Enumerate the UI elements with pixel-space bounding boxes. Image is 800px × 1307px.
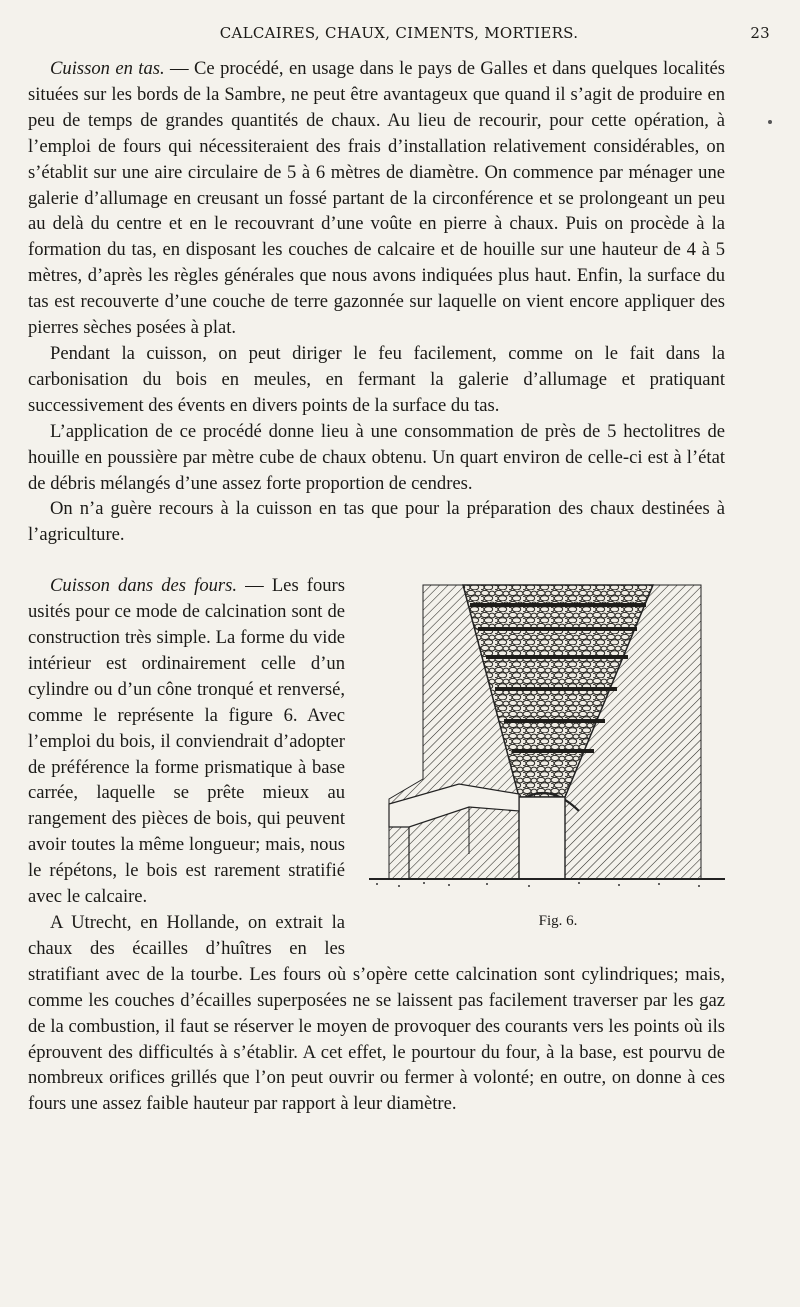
page-number: 23 (750, 24, 770, 42)
margin-dot (768, 120, 772, 124)
body-text (28, 56, 725, 1117)
figure-6 (369, 579, 725, 951)
running-header (28, 24, 770, 46)
paragraph-cuisson-en-tas (28, 56, 725, 341)
paragraph-cuisson-dans-des-fours (28, 573, 725, 930)
paragraph: On n’a guère recours à la cuisson en tas que pour la préparation des chaux destinées à l’agriculture. (28, 498, 725, 546)
paragraph: L’application de ce procédé donne lieu à une consommation de près de 5 hectolitres de houille en poussière par mètre cube de chaux obtenu. Un quart environ de celle-ci est à l’état de débris mélangés d’une assez forte proportion de cendres. (28, 420, 725, 494)
figure-caption: Fig. 6. (538, 913, 578, 930)
section-lead-cuisson-en-tas: Cuisson en tas. (50, 58, 165, 79)
paragraph-text: — Ce procédé, en usage dans le pays de Galles et dans quelques localités situées sur les bords de la Sambre, ne peut être avantageux que quand il s’agit de produire en peu de temps de grandes quantités de chaux. Au lieu de recourir, pour cette opération, à l’emploi de fours qui nécessiteraient des frais d’installation relativement considérables, on s’établit sur une aire circulaire de 5 à 6 mètres de diamètre. On commence par ménager une galerie d’allumage en creusant un fossé partant de la circonférence et se prolongeant un peu au delà du centre et en le recouvrant d’une voûte en pierre à chaux. Puis on procède à la formation du tas, en disposant les couches de calcaire et de houille sur une hauteur de 4 à 5 mètres, d’après les règles générales que nous avons indiquées plus haut. Enfin, la surface du tas est recouverte d’une couche de terre gazonnée sur laquelle on vient encore appliquer des pierres sèches posées à plat. (28, 58, 725, 339)
paragraph-text: — Les fours usités pour ce mode de calcination sont de construction très simple. La forme du vide intérieur est ordinairement celle d’un cylindre ou d’un cône tronqué et renversé, comme le représente la figure 6. Avec l’emploi du bois, il conviendrait d’adopter de préférence la forme prismatique à base carrée, laquelle se prête mieux au rangement des pièces de bois, qui peuvent avoir toutes la même longueur; mais, nous le répétons, le bois est rarement stratifié avec le calcaire. (28, 575, 345, 908)
section-lead-cuisson-dans-des-fours: Cuisson dans des fours. (50, 575, 238, 597)
paragraph: Pendant la cuisson, on peut diriger le feu facilement, comme on le fait dans la carbonisation du bois en meules, en fermant la galerie d’allumage et pratiquant successivement des évents en divers points de la surface du tas. (28, 342, 725, 416)
running-title: CALCAIRES, CHAUX, CIMENTS, MORTIERS. (219, 24, 579, 42)
kiln-cross-section-illustration (369, 579, 725, 951)
paragraph-utrecht: A Utrecht, en Hollande, on extrait la chaux des écailles d’huîtres en les stratifiant avec de la tourbe. Les fours où s’opère cette calcination sont cylindriques; mais, comme les couches d’écailles superposées ne se laissent pas facilement traverser par les gaz de la combustion, il faut se réserver le moyen de provoquer des courants vers les points où ils éprouvent des difficultés à s’établir. A cet effet, le pourtour du four, à la base, est pourvu de nombreux orifices grillés que l’on peut ouvrir ou fermer à volonté; en outre, on donne à ces fours une assez faible hauteur par rapport à leur diamètre. (28, 912, 725, 1115)
